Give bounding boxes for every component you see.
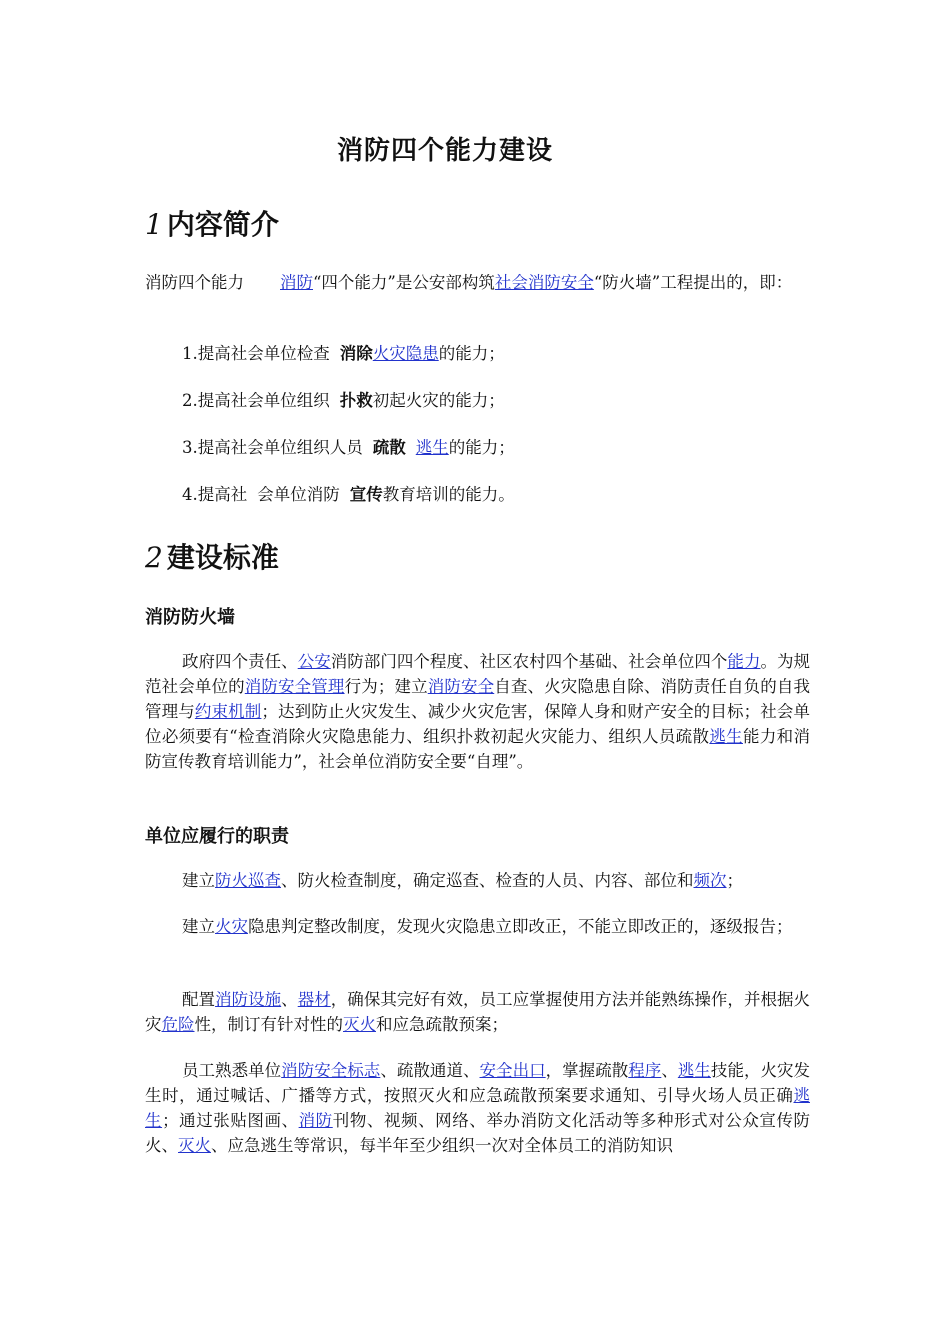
subsection-firewall-heading: 消防防火墙 bbox=[145, 607, 235, 628]
subsection-duties-heading: 单位应履行的职责 bbox=[145, 826, 289, 847]
item-4-text-b: 会单位消防 bbox=[257, 485, 340, 504]
duties-paragraph-1 bbox=[145, 868, 810, 893]
fw-text-2: 消防部门四个程度、社区农村四个基础、社会单位四个 bbox=[330, 652, 728, 671]
section-1-number: 1 bbox=[145, 208, 163, 241]
d2-text-2: 隐患判定整改制度，发现火灾隐患立即改正，不能立即改正的，逐级报告； bbox=[248, 917, 793, 936]
fw-text-6: ；达到防止火灾发生、减少火灾危害，保障人身和财产安全的目标；社会单位必须要有“检查消除火灾隐患能力、组织扑救初起火灾能力、组织人员疏散 bbox=[145, 702, 811, 746]
fw-text-5: 自查、火灾隐患自除、消防责任自负的自我管理与 bbox=[145, 677, 811, 721]
link-fire-safety-management[interactable]: 消防安全管理 bbox=[244, 677, 345, 696]
item-4-text-a: 4.提高社 bbox=[182, 485, 248, 504]
d4-text-5: 技能，火灾发生时，通过喊话、广播等方式，按照灭火和应急疏散预案要求通知、引导火场人员正确 bbox=[145, 1061, 811, 1105]
item-2-text: 2.提高社会单位组织 bbox=[182, 391, 330, 410]
intro-paragraph bbox=[145, 270, 810, 295]
item-4-bold: 宣传 bbox=[349, 485, 383, 504]
document-title: 消防四个能力建设 bbox=[336, 136, 553, 166]
list-item-3 bbox=[182, 435, 515, 460]
d3-text-2: 、 bbox=[281, 990, 298, 1009]
duties-paragraph-4 bbox=[145, 1058, 810, 1158]
d4-text-6: ；通过张贴图画、 bbox=[162, 1111, 299, 1130]
list-item-2 bbox=[182, 388, 505, 413]
list-item-4 bbox=[182, 482, 515, 507]
section-2-number: 2 bbox=[145, 541, 163, 574]
item-2-tail: 初起火灾的能力； bbox=[372, 391, 505, 410]
d1-text-3: ； bbox=[726, 871, 743, 890]
intro-text-b: “四个能力”是公安部构筑 bbox=[313, 273, 495, 292]
link-fire-safety-signs[interactable]: 消防安全标志 bbox=[281, 1061, 381, 1080]
d1-text-2: 、防火检查制度，确定巡查、检查的人员、内容、部位和 bbox=[281, 871, 694, 890]
link-fire-facilities[interactable]: 消防设施 bbox=[215, 990, 282, 1009]
link-public-security[interactable]: 公安 bbox=[297, 652, 331, 671]
link-capability[interactable]: 能力 bbox=[727, 652, 761, 671]
link-social-fire-safety[interactable]: 社会消防安全 bbox=[494, 273, 594, 292]
link-fire[interactable]: 火灾 bbox=[215, 917, 248, 936]
d4-text-4: 、 bbox=[661, 1061, 678, 1080]
link-escape-2[interactable]: 逃生 bbox=[709, 727, 743, 746]
link-fire-protection[interactable]: 消防 bbox=[280, 273, 313, 292]
link-danger[interactable]: 危险 bbox=[161, 1015, 195, 1034]
d4-text-1: 员工熟悉单位 bbox=[182, 1061, 282, 1080]
link-escape-4[interactable]: 逃生 bbox=[145, 1086, 810, 1130]
d4-text-3: ，掌握疏散 bbox=[545, 1061, 629, 1080]
link-equipment[interactable]: 器材 bbox=[297, 990, 331, 1009]
link-fire-patrol[interactable]: 防火巡查 bbox=[215, 871, 281, 890]
fw-text-4: 行为；建立 bbox=[344, 677, 428, 696]
section-2-title: 建设标准 bbox=[166, 541, 279, 574]
item-4-tail: 教育培训的能力。 bbox=[382, 485, 515, 504]
link-extinguish[interactable]: 灭火 bbox=[343, 1015, 376, 1034]
item-1-text: 1.提高社会单位检查 bbox=[182, 344, 330, 363]
list-item-1 bbox=[182, 341, 505, 366]
section-2-heading bbox=[145, 536, 279, 576]
d2-text-1: 建立 bbox=[182, 917, 215, 936]
link-fire-protection-2[interactable]: 消防 bbox=[298, 1111, 333, 1130]
item-3-tail: 的能力； bbox=[448, 438, 515, 457]
intro-text-a: 消防四个能力 bbox=[145, 273, 244, 292]
link-escape[interactable]: 逃生 bbox=[415, 438, 449, 457]
d4-text-7: 刊物、视频、网络、举办消防文化活动等多种形式对公众宣传防火、 bbox=[145, 1111, 811, 1155]
link-frequency[interactable]: 频次 bbox=[693, 871, 727, 890]
d4-text-8: 、应急逃生等常识，每半年至少组织一次对全体员工的消防知识 bbox=[211, 1136, 673, 1155]
d3-text-3: ，确保其完好有效，员工应掌握使用方法并能熟练操作，并根据火灾 bbox=[145, 990, 811, 1034]
intro-text-c: “防火墙”工程提出的，即： bbox=[593, 273, 793, 292]
link-fire-hazard[interactable]: 火灾隐患 bbox=[372, 344, 439, 363]
section-1-title: 内容简介 bbox=[166, 208, 279, 241]
item-1-tail: 的能力； bbox=[438, 344, 505, 363]
item-3-bold: 疏散 bbox=[372, 438, 406, 457]
duties-paragraph-2 bbox=[145, 914, 810, 939]
d4-text-2: 、疏散通道、 bbox=[380, 1061, 480, 1080]
d3-text-1: 配置 bbox=[182, 990, 216, 1009]
item-3-text: 3.提高社会单位组织人员 bbox=[182, 438, 363, 457]
d3-text-4: 性，制订有针对性的 bbox=[194, 1015, 343, 1034]
fw-text-3: 。为规范社会单位的 bbox=[145, 652, 811, 696]
firewall-paragraph bbox=[145, 649, 810, 774]
section-1-heading bbox=[145, 203, 279, 243]
fw-text-7: 能力和消防宣传教育培训能力”，社会单位消防安全要“自理”。 bbox=[145, 727, 811, 771]
link-extinguish-2[interactable]: 灭火 bbox=[178, 1136, 211, 1155]
link-procedure[interactable]: 程序 bbox=[628, 1061, 662, 1080]
duties-paragraph-3 bbox=[145, 987, 810, 1037]
d3-text-5: 和应急疏散预案； bbox=[376, 1015, 508, 1034]
item-1-bold: 消除 bbox=[339, 344, 373, 363]
fw-text-1: 政府四个责任、 bbox=[182, 652, 298, 671]
d1-text-1: 建立 bbox=[182, 871, 215, 890]
link-escape-3[interactable]: 逃生 bbox=[677, 1061, 711, 1080]
link-fire-safety[interactable]: 消防安全 bbox=[427, 677, 495, 696]
item-2-bold: 扑救 bbox=[339, 391, 373, 410]
link-constraint-mechanism[interactable]: 约束机制 bbox=[194, 702, 262, 721]
link-safety-exit[interactable]: 安全出口 bbox=[479, 1061, 546, 1080]
